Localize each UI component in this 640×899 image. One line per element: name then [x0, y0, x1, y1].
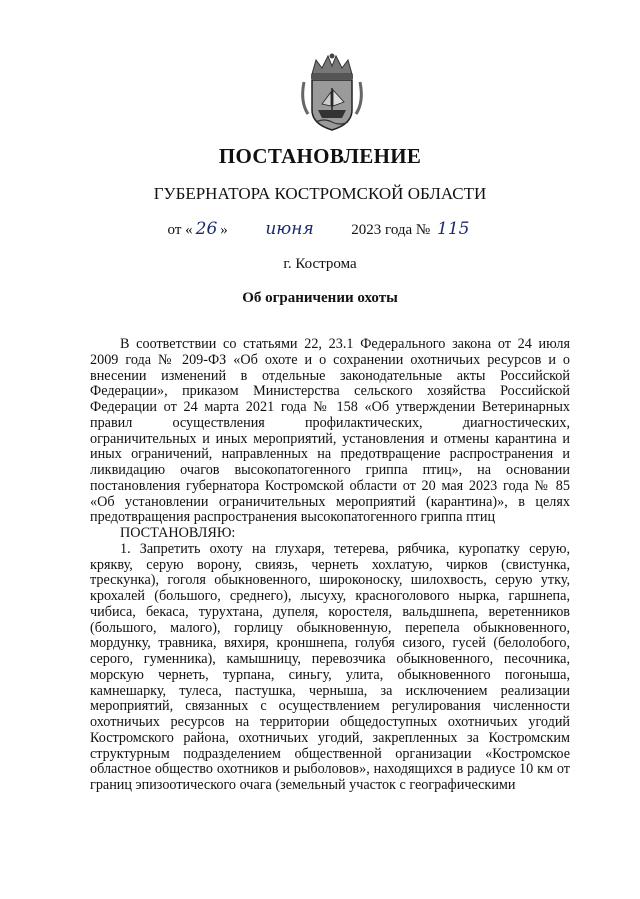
doc-number-handwritten: 115 — [437, 219, 470, 239]
item-1-paragraph: 1. Запретить охоту на глухаря, тетерева, рябчика, куропатку серую, крякву, серую ворону, свиязь, чернеть хохлатую, чирков (свистунка, трескунка), гоголя обыкновенного, широконоску, шилохвость, серую утку, крохалей (большого, среднего), лысуху, красноголового нырка, гаршнепа, чибиса, бекаса, турухтана, дупеля, коростеля, вальдшнепа, веретенников (большого, малого), горлицу обыкновенную, перепела обыкновенного, мордунку, травника, вяхиря, кроншнепа, голубя сизого, гусей (белолобого, серого, гуменника), камышницу, перевозчика обыкновенного, песочника, морскую чернеть, турпана, синьгу, улита, обыкновенного погоныша, камнешарку, тулеса, пастушка, черныша, за исключением реализации мероприятий, связанных с осуществлением регулирования численности охотничьих ресурсов на территории общедоступных охотничьих угодий Костромского района, охотничьих угодий, закрепленных за Костромским структурным подразделением общественной организации «Костромское областное общество охотников и рыболовов», находящихся в радиусе 10 км от границ эпизоотического очага (земельный участок с географическими — [90, 540, 570, 793]
date-prefix: от « — [167, 222, 193, 238]
year-text: 2023 года № — [351, 222, 431, 238]
preamble-paragraph: В соответствии со статьями 22, 23.1 Федерального закона от 24 июля 2009 года № 209-ФЗ «Об охоте и о сохранении охотничьих ресурсов и о внесении изменений в отдельные законодательные акты Российской Федерации», приказом Министерства сельского хозяйства Российской Федерации от 24 марта 2021 года № 158 «Об утверждении Ветеринарных правил осуществления профилактических, диагностических, ограничительных и иных мероприятий, установления и отмены карантина и иных ограничений, направленных на предотвращение распространения и ликвидацию очагов высокопатогенного гриппа птиц», на основании постановления губернатора Костромской области от 20 мая 2023 года № 85 «Об установлении ограничительных мероприятий (карантина)», в целях предотвращения распространения высокопатогенного гриппа птиц — [90, 336, 570, 526]
document-title: Об ограничении охоты — [242, 290, 398, 306]
day-handwritten: 26 — [195, 219, 218, 239]
resolve-heading: ПОСТАНОВЛЯЮ: — [120, 525, 236, 541]
issuer: ГУБЕРНАТОРА КОСТРОМСКОЙ ОБЛАСТИ — [153, 184, 487, 203]
coat-of-arms-icon — [298, 52, 366, 134]
day-suffix: » — [220, 222, 228, 238]
month-handwritten: июня — [265, 219, 314, 239]
doc-type: ПОСТАНОВЛЕНИЕ — [218, 144, 422, 168]
city: г. Кострома — [283, 256, 357, 272]
document-body — [90, 337, 570, 794]
dateline — [0, 219, 640, 239]
